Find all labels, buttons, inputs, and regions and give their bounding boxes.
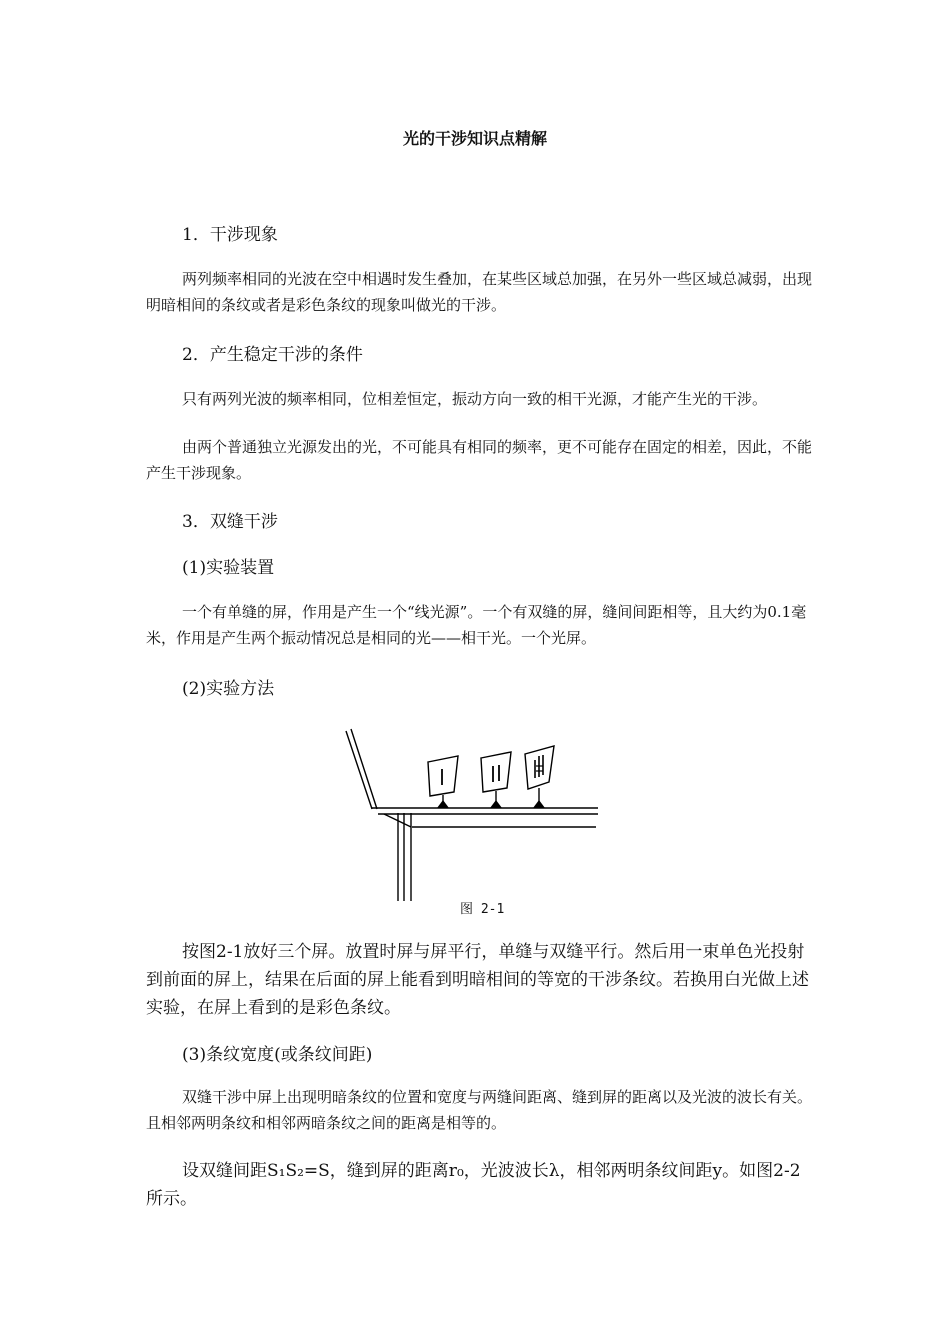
paragraph-coherent-condition: 只有两列光波的频率相同，位相差恒定，振动方向一致的相干光源，才能产生光的干涉。 (182, 390, 768, 408)
paragraph-apparatus: 一个有单缝的屏，作用是产生一个“线光源”。一个有双缝的屏，缝间间距相等，且大约为0.1毫米，作用是产生两个振动情况总是相同的光——相干光。一个光屏。 (146, 603, 807, 647)
paragraph-fringe-width: 双缝干涉中屏上出现明暗条纹的位置和宽度与两缝间距离、缝到屏的距离以及光波的波长有关。且相邻两明条纹和相邻两暗条纹之间的距离是相等的。 (146, 1088, 813, 1132)
subheading-method: (2)实验方法 (182, 679, 275, 699)
paragraph-method: 按图2-1放好三个屏。放置时屏与屏平行，单缝与双缝平行。然后用一束单色光投射到前面的屏上，结果在后面的屏上能看到明暗相间的等宽的干涉条纹。若换用白光做上述实验，在屏上看到的是彩色条纹。 (146, 942, 809, 1018)
paragraph-independent-sources: 由两个普通独立光源发出的光，不可能具有相同的频率，更不可能存在固定的相差，因此，不能产生干涉现象。 (146, 438, 813, 482)
double-slit-screen (481, 752, 511, 808)
document-title: 光的干涉知识点精解 (402, 129, 547, 148)
section-heading-1: 1．干涉现象 (182, 225, 278, 245)
single-slit-screen (428, 756, 458, 808)
light-screen (525, 746, 554, 808)
figure-caption: 图 2-1 (460, 902, 505, 917)
subheading-apparatus: (1)实验装置 (182, 558, 275, 578)
section-heading-3: 3．双缝干涉 (182, 512, 278, 532)
figure-2-1-apparatus-diagram (340, 726, 610, 921)
paragraph-interference-definition: 两列频率相同的光波在空中相遇时发生叠加，在某些区域总加强，在另外一些区域总减弱，出现明暗相间的条纹或者是彩色条纹的现象叫做光的干涉。 (146, 270, 813, 314)
subheading-fringe-width: (3)条纹宽度(或条纹间距) (182, 1045, 373, 1065)
paragraph-setup-variables: 设双缝间距S₁S₂=S，缝到屏的距离r₀，光波波长λ，相邻两明条纹间距y。如图2-2所示。 (146, 1161, 801, 1209)
section-heading-2: 2．产生稳定干涉的条件 (182, 345, 363, 365)
